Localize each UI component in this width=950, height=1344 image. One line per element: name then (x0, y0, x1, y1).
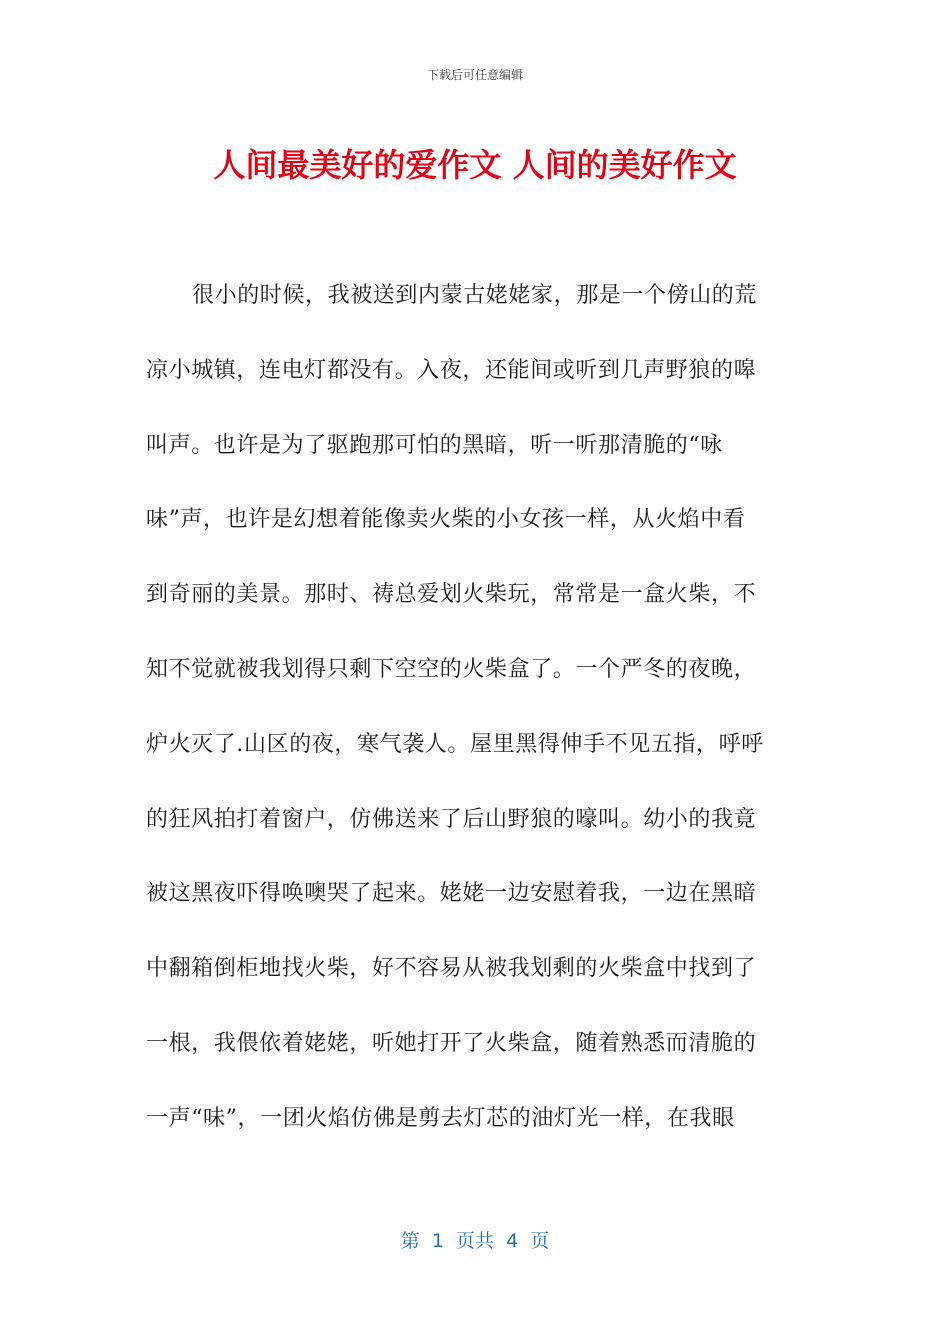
body-line: 被这黑夜吓得唤噢哭了起来。姥姥一边安慰着我，一边在黑暗 (146, 881, 757, 907)
document-title: 人间最美好的爱作文 人间的美好作文 (213, 146, 737, 184)
body-line: 味”声，也许是幻想着能像卖火柴的小女孩一样，从火焰中看 (146, 507, 746, 533)
body-line: 一根，我偎依着姥姥，听她打开了火柴盒，随着熟悉而清脆的 (146, 1030, 757, 1056)
header-note: 下载后可任意编辑 (426, 68, 523, 82)
body-line: 很小的时候，我被送到内蒙古姥姥家，那是一个傍山的荒 (192, 283, 758, 308)
body-line: 的狂风拍打着窗户，仿佛送来了后山野狼的嚎叫。幼小的我竟 (146, 806, 757, 832)
page-number-footer: 第 1 页共 4 页 (400, 1230, 550, 1252)
body-line: 叫声。也许是为了驱跑那可怕的黑暗，听一听那清脆的“咏 (146, 432, 723, 458)
body-line: 中翻箱倒柜地找火柴，好不容易从被我划剩的火柴盒中找到了 (146, 956, 757, 982)
body-line: 一声“味”，一团火焰仿佛是剪去灯芯的油灯光一样，在我眼 (146, 1105, 735, 1131)
body-line: 到奇丽的美景。那时、祷总爱划火柴玩，常常是一盒火柴，不 (146, 582, 757, 608)
body-paragraph (146, 276, 806, 1174)
body-line: 凉小城镇，连电灯都没有。入夜，还能间或听到几声野狼的嗥 (146, 357, 757, 383)
body-line: 炉火灭了.山区的夜，寒气袭人。屋里黑得伸手不见五指，呼呼 (146, 731, 764, 757)
body-line: 知不觉就被我划得只剩下空空的火柴盒了。一个严冬的夜晚， (146, 656, 757, 682)
